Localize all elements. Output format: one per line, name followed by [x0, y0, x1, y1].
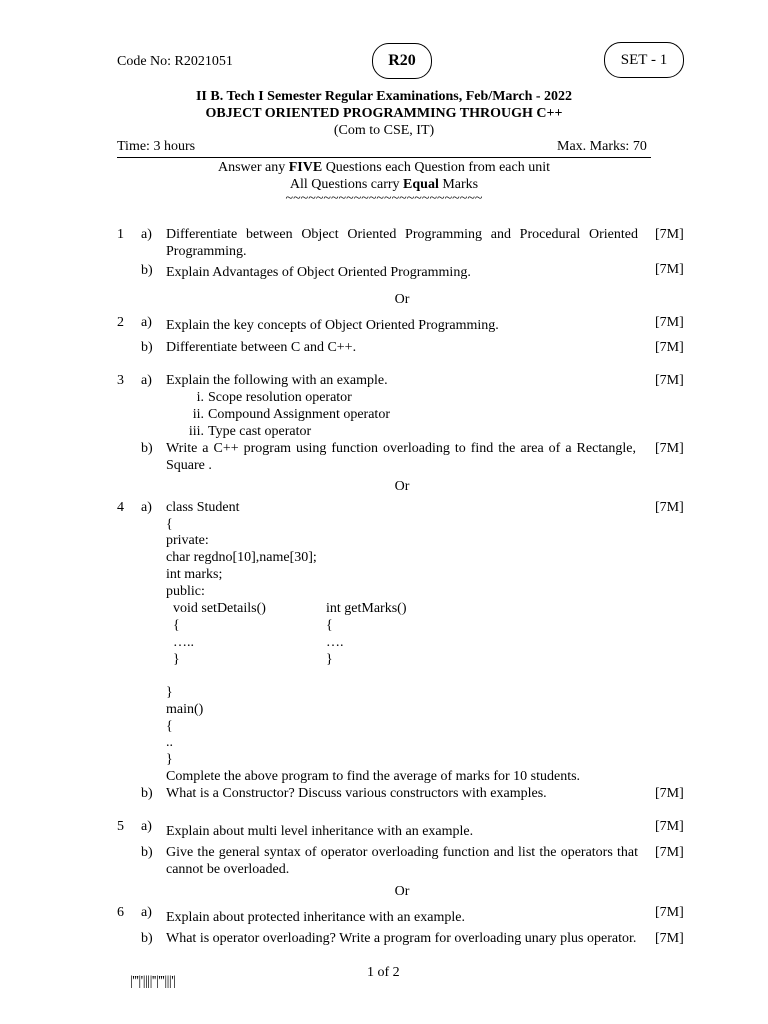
code-line: } — [173, 652, 180, 667]
sub-item-number: iii. — [188, 424, 204, 439]
question-text: Explain about protected inheritance with an example. — [166, 910, 465, 925]
code-line: class Student — [166, 500, 240, 515]
question-number: 6 — [117, 905, 124, 920]
question-text: Write a C++ program using function overloading to find the area of a Rectangle, Square . — [166, 441, 636, 473]
part-label: a) — [141, 373, 152, 388]
branches: (Com to CSE, IT) — [333, 123, 435, 138]
marks-label: [7M] — [655, 227, 684, 242]
code-line: public: — [166, 584, 205, 599]
sub-item-text: Type cast operator — [208, 424, 312, 439]
part-label: b) — [141, 263, 153, 278]
marks-label: [7M] — [655, 845, 684, 860]
marks-label: [7M] — [655, 441, 684, 456]
code-line: { — [166, 517, 173, 532]
question-number: 2 — [117, 315, 124, 330]
question-text: Complete the above program to find the average of marks for 10 students. — [166, 769, 581, 784]
question-text: Explain Advantages of Object Oriented Programming. — [166, 265, 471, 280]
part-label: a) — [141, 819, 152, 834]
question-text: What is operator overloading? Write a program for overloading unary plus operator. — [166, 931, 637, 946]
code-line: ….. — [173, 635, 194, 650]
part-label: b) — [141, 340, 153, 355]
marks-label: [7M] — [655, 340, 684, 355]
part-label: a) — [141, 905, 152, 920]
code-line: int marks; — [166, 567, 223, 582]
sub-item-number: ii. — [192, 407, 204, 422]
part-label: b) — [141, 786, 153, 801]
question-text: Give the general syntax of operator overloading function and list the operators that cannot be overloaded. — [166, 845, 638, 877]
marks-label: [7M] — [655, 500, 684, 515]
tilde-separator: ~~~~~~~~~~~~~~~~~~~~~~~~~~ — [285, 191, 483, 206]
code-number: Code No: R2021051 — [117, 54, 233, 69]
code-line: char regdno[10],name[30]; — [166, 550, 317, 565]
page-number: 1 of 2 — [367, 965, 400, 980]
part-label: a) — [141, 315, 152, 330]
question-text: Differentiate between Object Oriented Programming and Procedural Oriented Programming. — [166, 227, 638, 259]
regulation-badge: R20 — [372, 43, 432, 79]
code-line: } — [326, 652, 333, 667]
code-line: int getMarks() — [326, 601, 407, 616]
sub-item-text: Compound Assignment operator — [208, 407, 390, 422]
code-line: private: — [166, 533, 209, 548]
instruction-line-2: All Questions carry Equal Marks — [289, 177, 479, 192]
question-number: 4 — [117, 500, 124, 515]
marks-label: [7M] — [655, 262, 684, 277]
question-text: Explain the following with an example. — [166, 373, 388, 388]
part-label: b) — [141, 931, 153, 946]
part-label: a) — [141, 227, 152, 242]
instruction-line-1: Answer any FIVE Questions each Question from each unit — [217, 160, 551, 175]
time-allowed: Time: 3 hours — [117, 139, 196, 154]
or-separator: Or — [394, 479, 410, 494]
marks-label: [7M] — [655, 373, 684, 388]
question-number: 1 — [117, 227, 124, 242]
question-text: Explain the key concepts of Object Oriented Programming. — [166, 318, 499, 333]
subject-title: OBJECT ORIENTED PROGRAMMING THROUGH C++ — [205, 106, 563, 121]
max-marks: Max. Marks: 70 — [557, 139, 647, 154]
sub-item-number: i. — [196, 390, 204, 405]
question-number: 3 — [117, 373, 124, 388]
part-label: b) — [141, 845, 153, 860]
code-line: { — [326, 618, 333, 633]
sub-item-text: Scope resolution operator — [208, 390, 352, 405]
question-number: 5 — [117, 819, 124, 834]
exam-title: II B. Tech I Semester Regular Examinations, Feb/March - 2022 — [195, 89, 573, 104]
code-line: …. — [326, 635, 344, 650]
code-line: } — [166, 685, 173, 700]
part-label: a) — [141, 500, 152, 515]
code-line: .. — [166, 735, 173, 750]
marks-label: [7M] — [655, 786, 684, 801]
or-separator: Or — [394, 884, 410, 899]
question-text: What is a Constructor? Discuss various constructors with examples. — [166, 786, 547, 801]
marks-label: [7M] — [655, 819, 684, 834]
part-label: b) — [141, 441, 153, 456]
question-text: Differentiate between C and C++. — [166, 340, 357, 355]
set-badge: SET - 1 — [604, 42, 684, 78]
marks-label: [7M] — [655, 315, 684, 330]
header-divider — [117, 157, 651, 158]
or-separator: Or — [394, 292, 410, 307]
question-text: Explain about multi level inheritance with an example. — [166, 824, 474, 839]
code-line: } — [166, 752, 173, 767]
marks-label: [7M] — [655, 905, 684, 920]
code-line: main() — [166, 702, 204, 717]
code-line: void setDetails() — [173, 601, 266, 616]
code-line: { — [166, 719, 173, 734]
code-line: { — [173, 618, 180, 633]
barcode-strip: |'''|'||||''|'''|||'| — [130, 974, 176, 989]
marks-label: [7M] — [655, 931, 684, 946]
